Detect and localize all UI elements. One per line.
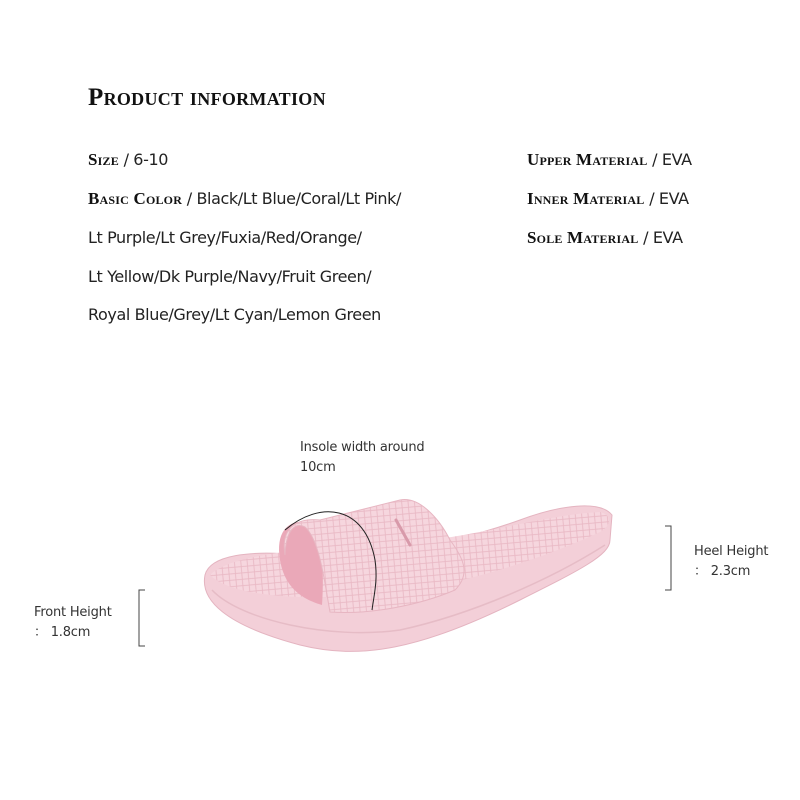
front-height-note <box>34 603 112 643</box>
insole-width-note <box>300 438 424 478</box>
spec-value: / 6-10 <box>118 150 169 169</box>
heel-height-note <box>694 542 768 582</box>
heel-label: Heel Height <box>694 544 769 559</box>
insole-line1: Insole width around <box>300 440 425 455</box>
heel-value: ： 2.3cm <box>694 564 751 579</box>
insole-line2: 10cm <box>300 460 336 475</box>
color-line: Lt Purple/Lt Grey/Fuxia/Red/Orange/ <box>88 228 362 247</box>
color-line: Royal Blue/Grey/Lt Cyan/Lemon Green <box>88 305 381 324</box>
spec-value: / EVA <box>638 228 683 247</box>
page-title: Product information <box>88 84 326 111</box>
front-height-bracket <box>139 590 145 646</box>
spec-label: Size <box>88 150 119 169</box>
spec-value: / EVA <box>644 189 689 208</box>
spec-value: / Black/Lt Blue/Coral/Lt Pink/ <box>182 189 401 208</box>
spec-label: Upper Material <box>527 150 648 169</box>
spec-label: Sole Material <box>527 228 639 247</box>
front-value: ： 1.8cm <box>34 625 91 640</box>
color-line: Lt Yellow/Dk Purple/Navy/Fruit Green/ <box>88 267 372 286</box>
spec-label: Basic Color <box>88 189 183 208</box>
heel-height-bracket <box>665 526 671 590</box>
spec-value: / EVA <box>647 150 692 169</box>
front-label: Front Height <box>34 605 112 620</box>
spec-label: Inner Material <box>527 189 645 208</box>
